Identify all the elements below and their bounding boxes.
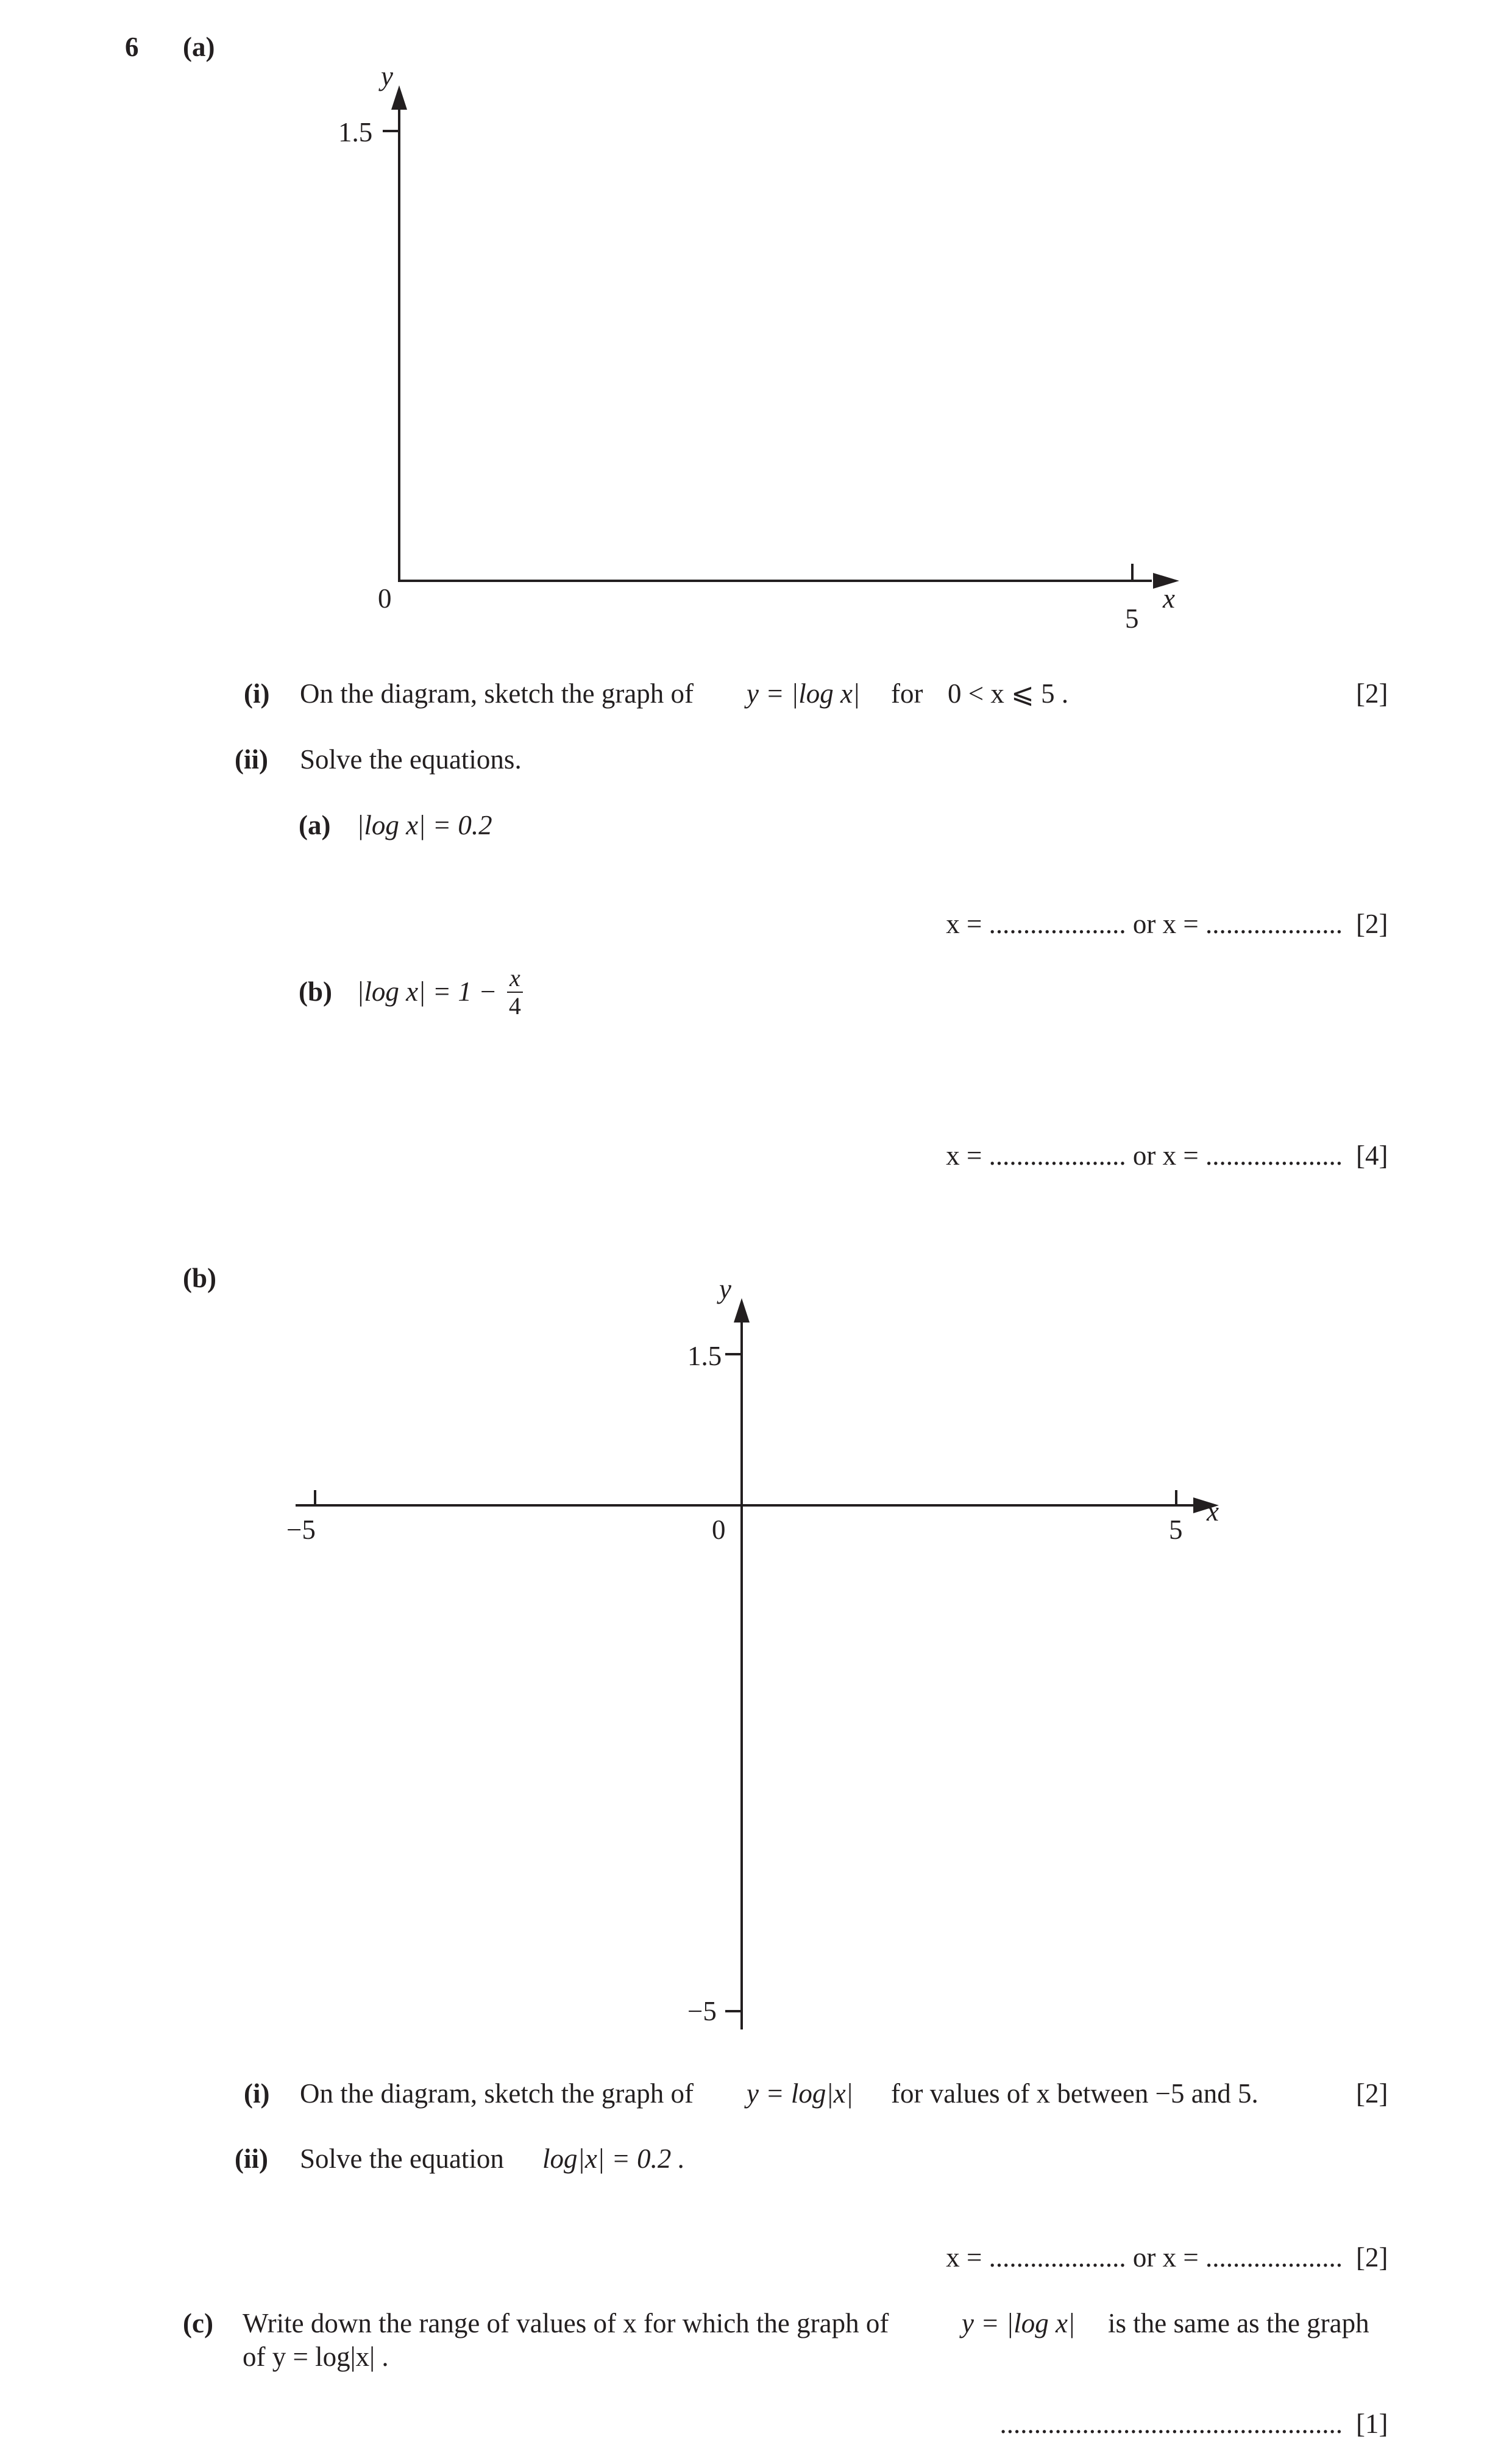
question-number: 6: [125, 32, 139, 62]
fraction-denominator: 4: [508, 992, 521, 1020]
part-a-i-for: for: [891, 678, 923, 709]
part-a-ii-b-answer-line[interactable]: x = .................... or x = ....................: [946, 1140, 1343, 1171]
part-c-line1-after: is the same as the graph: [1108, 2308, 1369, 2338]
fraction-numerator: x: [509, 964, 520, 992]
diagram-b-y-arrow: [734, 1298, 750, 1323]
part-a-label: (a): [183, 32, 215, 62]
part-b-ii-answer-line[interactable]: x = .................... or x = ....................: [946, 2242, 1343, 2273]
part-a-i-domain: 0 < x ⩽ 5 .: [948, 678, 1069, 709]
part-c-marks: [1]: [1356, 2409, 1388, 2439]
part-c-line1: Write down the range of values of x for which the graph of: [243, 2308, 889, 2338]
part-a-ii-b-label: (b): [299, 976, 332, 1007]
part-a-ii-b-marks: [4]: [1356, 1140, 1388, 1171]
part-a-ii-a-label: (a): [299, 810, 331, 840]
part-a-ii-a-equation: |log x| = 0.2: [357, 810, 492, 840]
part-b-ii-marks: [2]: [1356, 2242, 1388, 2273]
diagram-a-y-tick-label: 1.5: [338, 117, 373, 147]
diagram-b-x-label: x: [1207, 1496, 1219, 1527]
diagram-b-x-tick-left-label: −5: [286, 1514, 316, 1545]
diagram-a-origin-label: 0: [378, 583, 392, 614]
part-b-ii-text: Solve the equation: [300, 2143, 504, 2174]
diagram-a-y-arrow: [391, 85, 407, 110]
diagram-a-x-label: x: [1163, 583, 1175, 614]
part-a-ii-a-marks: [2]: [1356, 909, 1388, 939]
part-a-ii-b-equation: |log x| = 1 −: [357, 976, 497, 1007]
part-c-label: (c): [183, 2308, 213, 2338]
part-b-i-text: On the diagram, sketch the graph of: [300, 2078, 694, 2109]
part-a-i-label: (i): [244, 678, 270, 709]
part-a-i-marks: [2]: [1356, 678, 1388, 709]
diagram-b: [0, 1280, 1512, 2048]
part-c-equation: y = |log x|: [962, 2308, 1076, 2338]
part-a-ii-a-answer-line[interactable]: x = .................... or x = ....................: [946, 909, 1343, 939]
diagram-b-y-tick-top-label: 1.5: [687, 1341, 722, 1371]
part-b-i-equation: y = log|x|: [747, 2078, 854, 2109]
part-c-answer-line[interactable]: ..................................................: [999, 2409, 1343, 2439]
diagram-a: [0, 0, 1512, 670]
diagram-a-y-label: y: [381, 61, 393, 91]
part-c-line2: of y = log|x| .: [243, 2342, 389, 2372]
part-b-label: (b): [183, 1263, 216, 1293]
diagram-b-origin-label: 0: [712, 1514, 726, 1545]
diagram-b-x-tick-right-label: 5: [1169, 1514, 1183, 1545]
part-a-ii-label: (ii): [235, 744, 268, 775]
diagram-a-x-tick-label: 5: [1125, 603, 1139, 634]
part-a-ii-b-fraction: [507, 966, 523, 1018]
diagram-b-y-label: y: [719, 1280, 731, 1304]
part-b-i-text-after: for values of x between −5 and 5.: [891, 2078, 1258, 2109]
part-b-i-marks: [2]: [1356, 2078, 1388, 2109]
diagram-b-y-tick-bottom-label: −5: [687, 1996, 717, 2026]
part-a-ii-text: Solve the equations.: [300, 744, 522, 775]
part-a-i-text: On the diagram, sketch the graph of: [300, 678, 694, 709]
part-a-i-equation: y = |log x|: [747, 678, 861, 709]
part-b-ii-label: (ii): [235, 2143, 268, 2174]
part-b-i-label: (i): [244, 2078, 270, 2109]
part-b-ii-equation: log|x| = 0.2 .: [542, 2143, 685, 2174]
